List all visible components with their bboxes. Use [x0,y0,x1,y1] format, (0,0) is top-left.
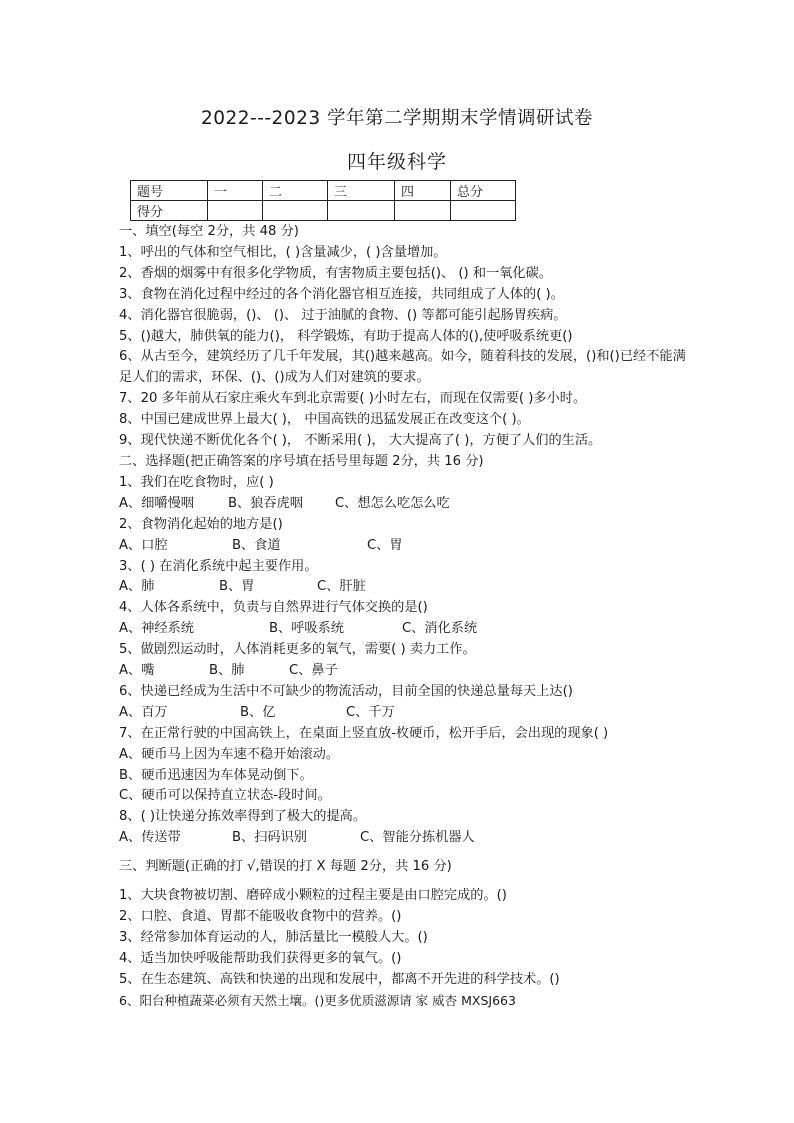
score-input-cell[interactable] [451,201,516,221]
choice-option: A、口腔 [119,537,168,553]
choice-option: B、扫码识别 [232,830,307,846]
choice-option: B、呼吸系统 [269,621,344,637]
score-table-header-row [131,181,516,201]
fill-question: 3、食物在消化过程中经过的各个消化器官相互连接，共同组成了人体的( )。 [119,286,564,302]
choice-question: 6、快递已经成为生活中不可缺少的物流活动，目前全国的快递总量每天上达() [119,683,573,699]
choice-option: A、硬币马上因为车速不稳开始滚动。 [119,746,340,762]
choice-option: C、想怎么吃怎么吃 [334,495,450,511]
choice-option: A、百万 [119,704,168,720]
exam-title: 2022---2023 学年第二学期期末学情调研试卷 [200,108,594,129]
judge-question: 3、经常参加体育运动的人，肺活量比一模般人大。() [119,929,428,945]
fill-question: 2、香烟的烟雾中有很多化学物质，有害物质主要包括()、 () 和一氧化碳。 [119,265,552,281]
score-input-cell[interactable] [328,201,395,221]
choice-option: A、神经系统 [119,621,194,637]
choice-option: B、胃 [219,579,255,595]
choice-options [119,536,689,557]
score-cell: 四 [395,181,451,201]
fill-question: 9、现代快递不断优化各个( )， 不断采用( )， 大大提高了( )，方便了人们的生活。 [119,433,602,449]
choice-option: A、传送带 [119,830,181,846]
choice-option: B、硬币迅速因为车体晃动倒下。 [119,767,313,783]
exam-body [119,222,689,1012]
choice-option: B、狼吞虎咽 [227,495,303,511]
choice-option: C、硬币可以保持直立状态-段时间。 [119,788,331,804]
judge-question: 5、在生态建筑、高铁和快递的出现和发展中，都离不开先进的科学技术。() [119,971,560,987]
fill-question: 7、20 多年前从石家庄乘火车到北京需要( )小时左右，而现在仅需要( )多小时。 [119,391,587,407]
choice-options [119,494,689,515]
judge-question: 4、适当加快呼吸能帮助我们获得更多的氧气。() [119,950,402,966]
score-table [130,180,516,221]
choice-option: C、千万 [346,704,395,720]
section-heading: 二、选择题(把正确答案的序号填在括号里每题 2分，共 16 分) [119,453,484,469]
choice-options [119,703,689,724]
score-table-score-row [131,201,516,221]
choice-option: B、亿 [240,704,276,720]
choice-option: C、消化系统 [402,621,478,637]
choice-option: B、肺 [209,663,245,679]
choice-options [119,619,689,640]
exam-subtitle: 四年级科学 [346,151,447,173]
choice-question: 8、( )让快递分拣效率得到了极大的提高。 [119,809,367,825]
score-input-cell[interactable] [395,201,451,221]
choice-question: 1、我们在吃食物时，应( ) [119,474,274,490]
choice-option: A、肺 [119,579,155,595]
choice-option: C、肝脏 [317,579,366,595]
choice-options [119,577,689,598]
fill-question: 4、消化器官很脆弱，()、 ()、 过于油腻的食物、() 等都可能引起肠胃疾病。 [119,307,567,323]
score-input-cell[interactable] [208,201,263,221]
judge-question: 2、口腔、食道、胃都不能吸收食物中的营养。() [119,909,402,924]
judge-question: 1、大块食物被切割、磨碎成小颗粒的过程主要是由口腔完成的。() [119,888,507,904]
choice-question: 2、食物消化起始的地方是() [119,516,283,532]
choice-option: A、细嚼慢咽 [119,495,194,511]
score-cell: 二 [263,181,328,201]
score-input-cell[interactable] [263,201,328,221]
score-cell: 三 [328,181,395,201]
score-cell: 得分 [131,201,208,221]
choice-options [119,661,689,682]
choice-option: A、嘴 [119,663,155,679]
fill-question: 6、从古至今，建筑经历了几千年发展，其()越来越高。如今，随着科技的发展，()和()已经不能满足人们的需求，环保、()、()成为人们对建筑的要求。 [119,349,686,386]
fill-question: 8、中国已建成世界上最大( )， 中国高铁的迅猛发展正在改变这个( )。 [119,412,530,428]
choice-option: B、食道 [232,537,281,553]
choice-options [119,828,689,849]
score-cell: 总分 [451,181,516,201]
choice-option: C、胃 [367,537,403,553]
judge-question: 6、阳台种植蔬菜必须有天然土壤。()更多优质滋源请 家 威杏 MXSJ663 [119,992,516,1008]
section-heading: 一、填空(每空 2分，共 48 分) [119,224,299,239]
score-cell: 一 [208,181,263,201]
section-heading: 三、判断题(正确的打 √,错误的打 X 每题 2分，共 16 分) [119,859,452,875]
fill-question: 5、()越大，肺供氧的能力()， 科学锻炼，有助于提高人体的(),使呼吸系统更() [119,328,573,344]
choice-question: 5、做剧烈运动时，人体消耗更多的氧气，需要( ) 卖力工作。 [119,642,476,658]
score-cell: 题号 [131,181,208,201]
choice-option: C、智能分拣机器人 [360,830,475,846]
choice-option: C、鼻子 [289,663,338,679]
choice-question: 4、人体各系统中，负责与自然界进行气体交换的是() [119,600,428,616]
choice-question: 3、( ) 在消化系统中起主要作用。 [119,558,318,574]
choice-question: 7、在正常行驶的中国高铁上，在桌面上竖直放-枚硬币，松开手后，会出现的现象( ) [119,725,609,741]
fill-question: 1、呼出的气体和空气相比，( )含量减少，( )含量增加。 [119,244,447,260]
